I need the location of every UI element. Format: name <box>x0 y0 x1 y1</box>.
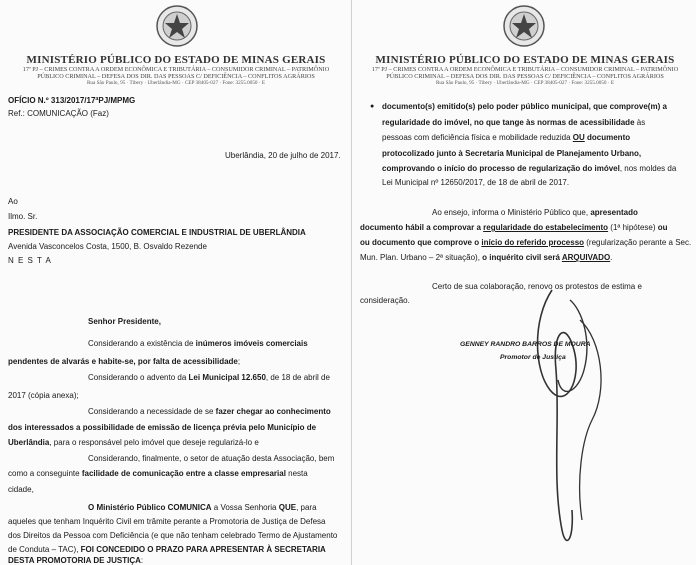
ministry-title: MINISTÉRIO PÚBLICO DO ESTADO DE MINAS GERAIS <box>375 54 675 66</box>
letterhead <box>20 54 332 86</box>
ao: Ao <box>8 197 18 206</box>
letter-page-2 <box>352 0 696 565</box>
paragraph-5-line-4: de Conduta – TAC), FOI CONCEDIDO O PRAZO PARA APRESENTAR À SECRETARIA <box>8 545 326 554</box>
paragraph-1-line-2: pendentes de alvarás e habite-se, por falta de acessibilidade; <box>8 357 241 366</box>
letterhead-line-1: 17ª PJ – CRIMES CONTRA A ORDEM ECONÔMICA E TRIBUTÁRIA – CONSUMIDOR CRIMINAL – PATRIMÔNIO <box>371 66 679 73</box>
info-line-4: Mun. Plan. Urbano – 2ª situação), o inquérito civil será ARQUIVADO. <box>360 253 613 262</box>
oficio-number: OFÍCIO N.º 313/2017/17ªPJ/MPMG <box>8 96 136 105</box>
paragraph-2-line-1: Considerando o advento da Lei Municipal 12.650, de 18 de abril de <box>88 373 330 382</box>
recipient-address: Avenida Vasconcelos Costa, 1500, B. Osvaldo Rezende <box>8 242 207 251</box>
reference: Ref.: COMUNICAÇÃO (Faz) <box>8 109 109 118</box>
letterhead-line-1: 17ª PJ – CRIMES CONTRA A ORDEM ECONÔMICA E TRIBUTÁRIA – CONSUMIDOR CRIMINAL – PATRIMÔNIO <box>22 66 330 73</box>
letterhead-line-2: PÚBLICO CRIMINAL – DEFESA DOS DIR. DAS PESSOAS C/ DEFICIÊNCIA – CONFLITOS AGRÁRIOS <box>37 73 315 81</box>
paragraph-3-line-2: dos interessados a possibilidade de emissão de licença prévia pelo Município de <box>8 423 317 432</box>
coat-of-arms-seal-icon <box>155 4 199 48</box>
closing-line-2: consideração. <box>360 296 410 305</box>
bullet-icon: ● <box>370 103 375 110</box>
salutation: Senhor Presidente, <box>88 317 161 326</box>
ministry-title: MINISTÉRIO PÚBLICO DO ESTADO DE MINAS GERAIS <box>26 54 326 66</box>
paragraph-4-line-2: como a conseguinte facilidade de comunicação entre a classe empresarial nesta <box>8 469 308 478</box>
nesta: N E S T A <box>8 256 52 265</box>
letterhead-line-2: PÚBLICO CRIMINAL – DEFESA DOS DIR. DAS PESSOAS C/ DEFICIÊNCIA – CONFLITOS AGRÁRIOS <box>386 73 664 81</box>
handwritten-signature <box>522 280 612 560</box>
paragraph-1-line-1: Considerando a existência de inúmeros imóveis comerciais <box>88 339 308 348</box>
paragraph-3-line-3: Uberlândia, para o responsável pelo imóvel que deseje regularizá-lo e <box>8 438 259 447</box>
date: Uberlândia, 20 de julho de 2017. <box>225 151 341 160</box>
condition-line-2: regularidade do imóvel, no que tange às normas de acessibilidade às <box>382 118 646 127</box>
paragraph-5-line-5: DESTA PROMOTORIA DE JUSTIÇA: <box>8 556 144 565</box>
signatory-name: GENNEY RANDRO BARROS DE MOURA <box>460 341 591 348</box>
letterhead-address: Rua São Paulo, 95 · Tibery · Uberlândia-MG · CEP 38405-027 · Fone: 3255.0050 · E <box>86 80 266 87</box>
paragraph-4-line-3: cidade, <box>8 485 34 494</box>
letterhead-address: Rua São Paulo, 95 · Tibery · Uberlândia-MG · CEP 38405-027 · Fone: 3255.0050 · E <box>435 80 615 87</box>
paragraph-2-line-2: 2017 (cópia anexa); <box>8 391 79 400</box>
info-line-3: ou documento que comprove o início do referido processo (regularização perante a Sec. <box>360 238 692 247</box>
info-line-1: Ao ensejo, informa o Ministério Público que, apresentado <box>432 208 638 217</box>
condition-line-5: comprovando o início do processo de regularização do imóvel, nos moldes da <box>382 164 677 173</box>
paragraph-3-line-1: Considerando a necessidade de se fazer chegar ao conhecimento <box>88 407 331 416</box>
condition-line-6: Lei Municipal nº 12650/2017, de 18 de abril de 2017. <box>382 178 570 187</box>
ilmo: Ilmo. Sr. <box>8 212 38 221</box>
letterhead <box>360 54 690 86</box>
recipient: PRESIDENTE DA ASSOCIAÇÃO COMERCIAL E INDUSTRIAL DE UBERLÂNDIA <box>8 228 306 237</box>
paragraph-5-line-1: O Ministério Público COMUNICA a Vossa Senhoria QUE, para <box>88 503 317 512</box>
condition-line-1: documento(s) emitido(s) pelo poder público municipal, que comprove(m) a <box>382 102 667 111</box>
condition-line-3: pessoas com deficiência física e mobilidade reduzida OU documento <box>382 133 631 142</box>
info-line-2: documento hábil a comprovar a regularidade do estabelecimento (1ª hipótese) ou <box>360 223 668 232</box>
paragraph-4-line-1: Considerando, finalmente, o setor de atuação desta Associação, bem <box>88 454 335 463</box>
closing-line-1: Certo de sua colaboração, renovo os protestos de estima e <box>432 282 642 291</box>
condition-line-4: protocolizado junto à Secretaria Municipal de Planejamento Urbano, <box>382 149 642 158</box>
coat-of-arms-seal-icon <box>502 4 546 48</box>
paragraph-5-line-3: dos Direitos da Pessoa com Deficiência (e que não tenham celebrado Termo de Ajustamento <box>8 531 338 540</box>
signatory-role: Promotor de Justiça <box>500 354 566 361</box>
paragraph-5-line-2: aqueles que tenham Inquérito Civil em trâmite perante a Promotoria de Justiça de Defesa <box>8 517 326 526</box>
